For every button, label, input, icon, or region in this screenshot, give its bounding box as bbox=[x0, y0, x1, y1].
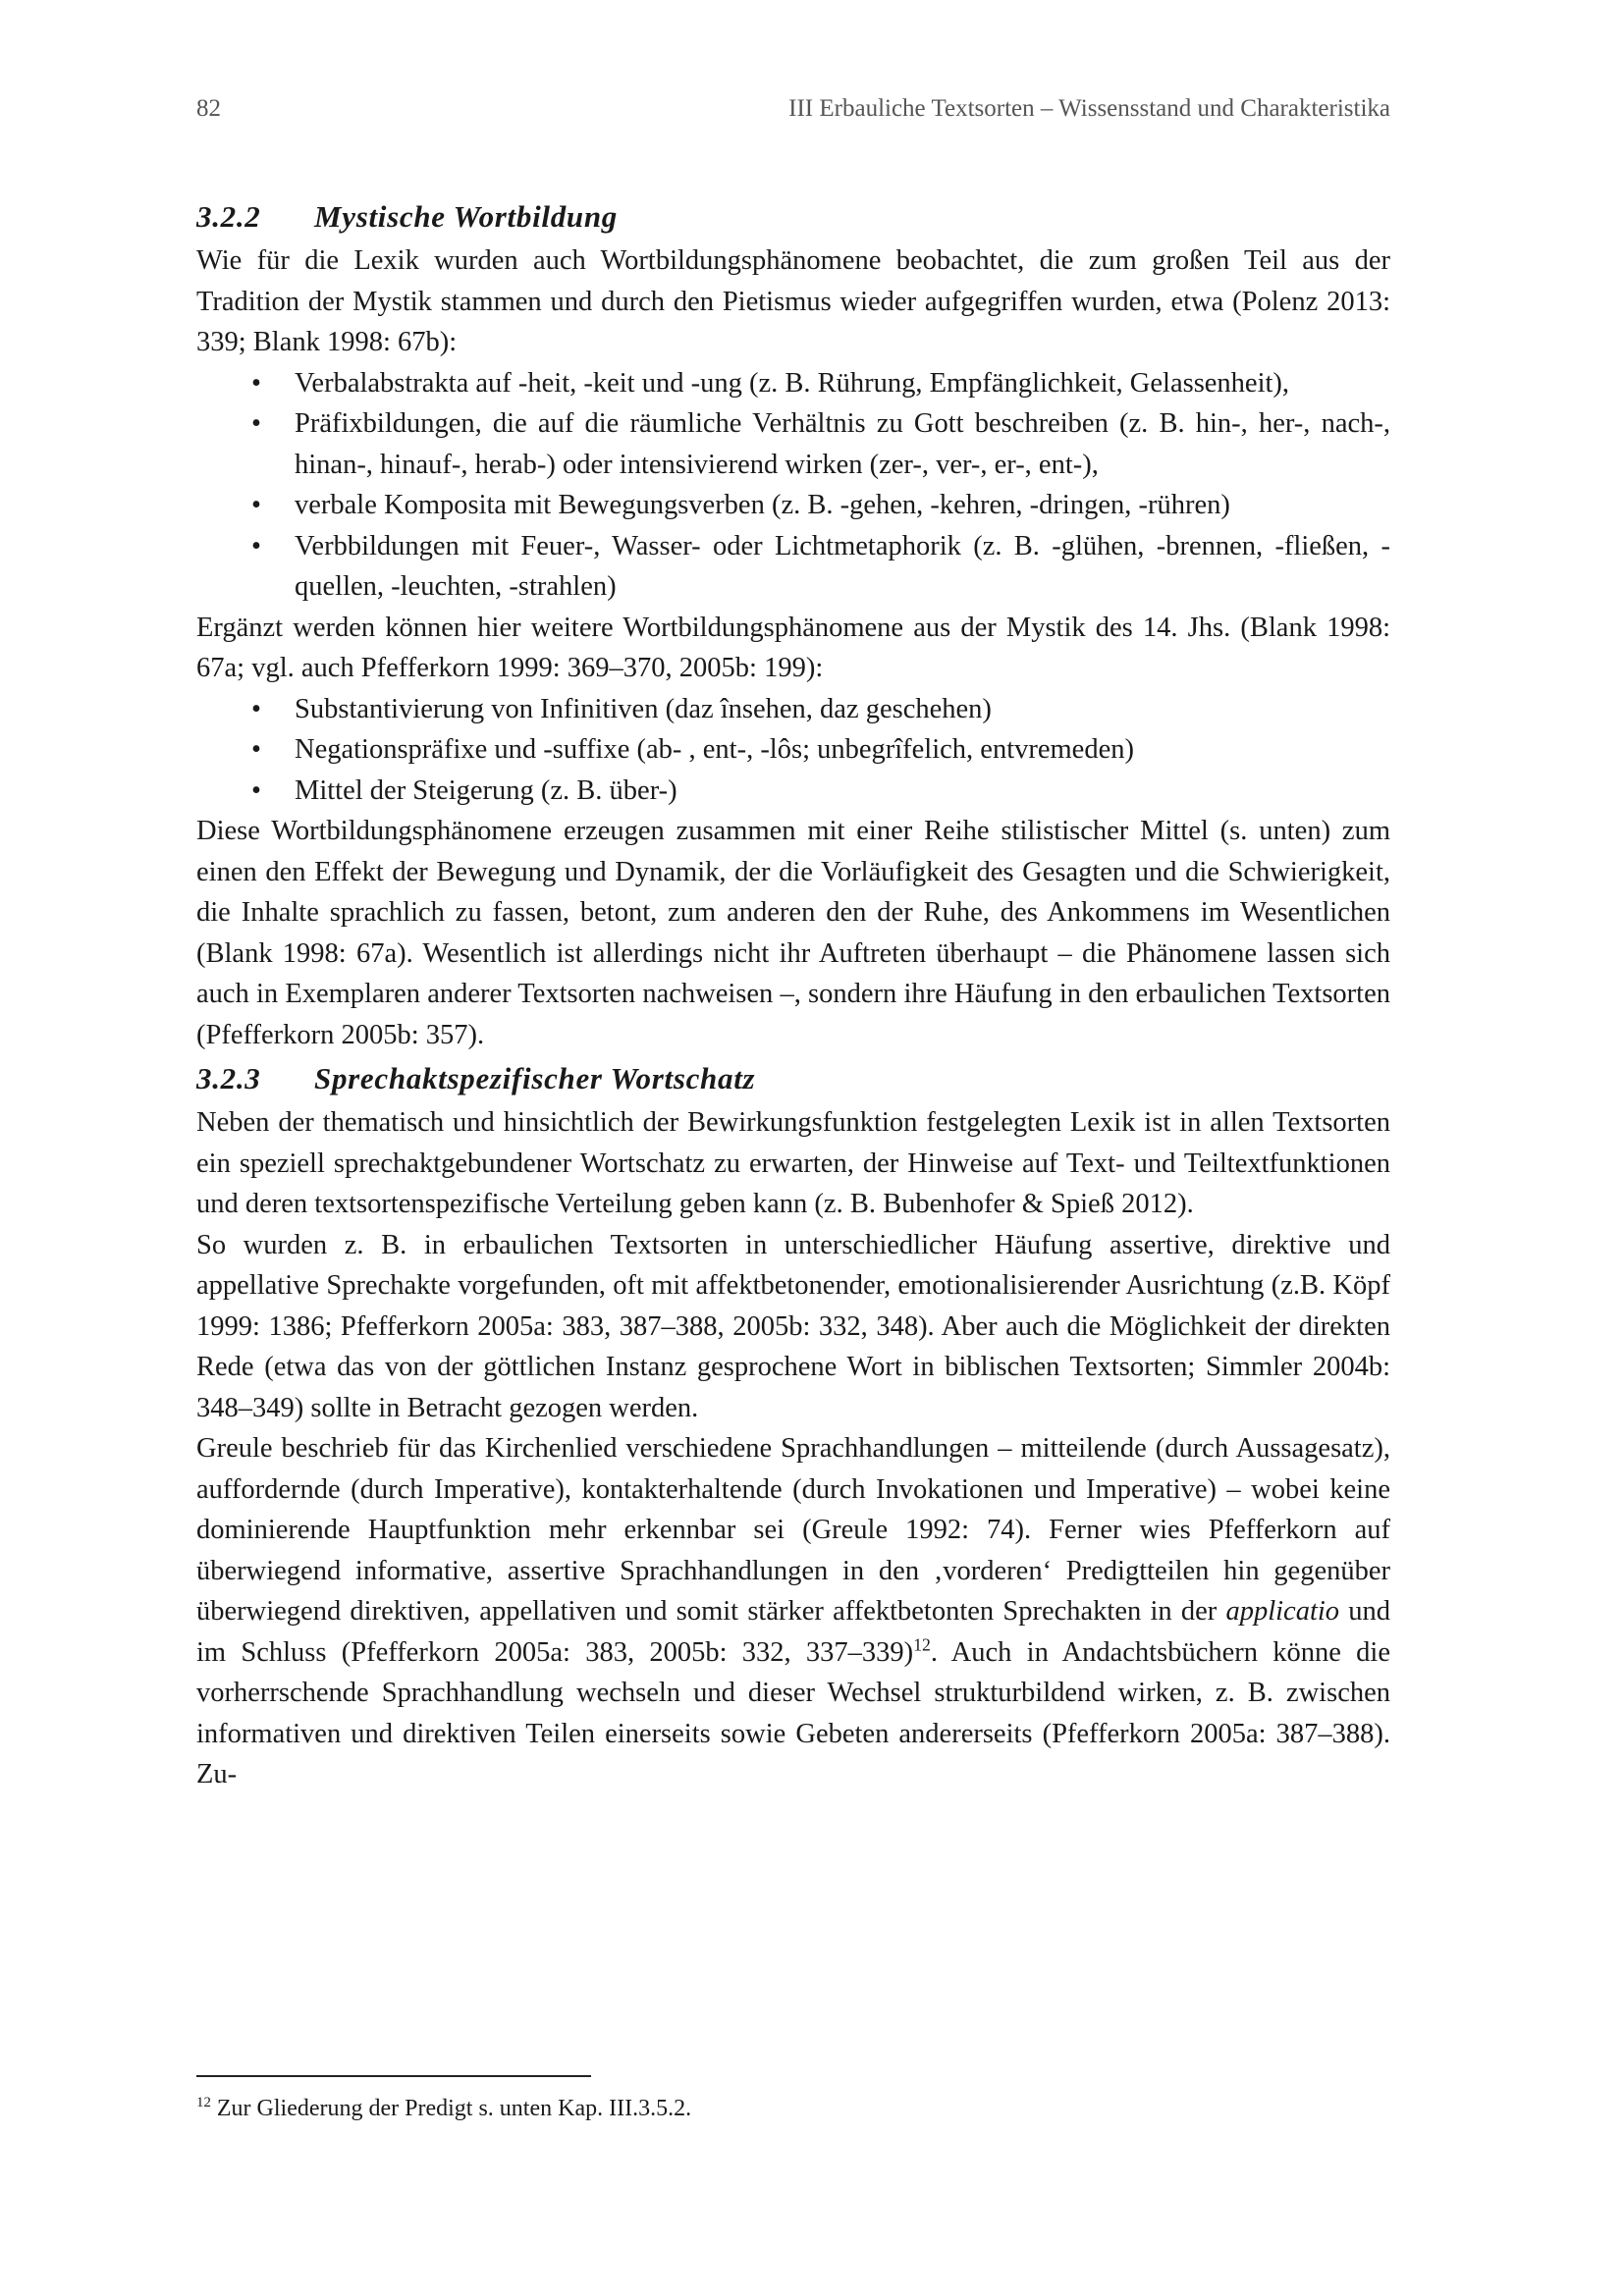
footnote-separator bbox=[196, 2075, 591, 2077]
running-header bbox=[196, 95, 1390, 134]
list-item bbox=[196, 403, 1390, 485]
paragraph: So wurden z. B. in erbaulichen Textsorten in unterschiedlicher Häufung assertive, direktive und appellative Sprechakte vorgefunden, oft mit affektbetonender, emotionalisierender Ausrichtung (z.B. Köpf 1999: 1386; Pfefferkorn 2005a: 383, 387–388, 2005b: 332, 348). Aber auch die Möglichkeit der direkten Rede (etwa das von der göttlichen Instanz gesprochene Wort in biblischen Textsorten; Simmler 2004b: 348–349) sollte in Betracht gezogen werden. bbox=[196, 1229, 1390, 1423]
section-heading-3-2-3 bbox=[196, 1055, 1390, 1102]
list-item-text: Verbalabstrakta auf -heit, -keit und -ung (z. B. Rührung, Empfänglichkeit, Gelassenheit), bbox=[295, 367, 1290, 399]
list-item-text: verbale Komposita mit Bewegungsverben (z. B. -gehen, -kehren, -dringen, -rühren) bbox=[295, 490, 1230, 520]
footnote bbox=[196, 2092, 1390, 2125]
paragraph: Ergänzt werden können hier weitere Wortbildungsphänomene aus der Mystik des 14. Jhs. (Blank 1998: 67a; vgl. auch Pfefferkorn 1999: 369–370, 2005b: 199): bbox=[196, 612, 1390, 683]
bullet-icon: • bbox=[251, 490, 261, 520]
paragraph-text: . Auch in Andachtsbüchern könne die vorherrschende Sprachhandlung wechseln und dieser Wechsel strukturbildend wirken, z. B. zwischen informativen und direktiven Teilen einerseits sowie Gebeten andererseits (Pfefferkorn 2005a: 387–388). Zu- bbox=[196, 1636, 1391, 1789]
paragraph: Neben der thematisch und hinsichtlich der Bewirkungsfunktion festgelegten Lexik ist in allen Textsorten ein speziell sprechaktgebundener Wortschatz zu erwarten, der Hinweise auf Text- und Teiltextfunktionen und deren textsortenspezifische Verteilung geben kann (z. B. Bubenhofer & Spieß 2012). bbox=[196, 1107, 1390, 1219]
list-item bbox=[196, 689, 1390, 730]
list-item-text: Substantivierung von Infinitiven (daz însehen, daz geschehen) bbox=[295, 693, 992, 724]
bullet-icon: • bbox=[251, 367, 261, 399]
bullet-list bbox=[196, 363, 1390, 608]
bullet-icon: • bbox=[251, 693, 261, 724]
footnote-text: Zur Gliederung der Predigt s. unten Kap. III.3.5.2. bbox=[210, 2096, 692, 2121]
list-item-text: Verbbildungen mit Feuer-, Wasser- oder Lichtmetaphorik (z. B. -glühen, -brennen, -fließen, -quellen, -leuchten, -strahlen) bbox=[295, 530, 1390, 602]
main-text bbox=[196, 193, 1390, 1795]
bullet-icon: • bbox=[251, 408, 261, 439]
list-item-text: Negationspräfixe und -suffixe (ab- , ent-, -lôs; unbegrîfelich, entvremeden) bbox=[295, 734, 1134, 765]
paragraph: Diese Wortbildungsphänomene erzeugen zusammen mit einer Reihe stilistischer Mittel (s. unten) zum einen den Effekt der Bewegung und Dynamik, der die Vorläufigkeit des Gesagten und die Schwierigkeit, die Inhalte sprachlich zu fassen, betont, zum anderen den der Ruhe, des Ankommens im Wesentlichen (Blank 1998: 67a). Wesentlich ist allerdings nicht ihr Auftreten überhaupt – die Phänomene lassen sich auch in Exemplaren anderer Textsorten nachweisen –, sondern ihre Häufung in den erbaulichen Textsorten (Pfefferkorn 2005b: 357). bbox=[196, 816, 1390, 1050]
paragraph bbox=[196, 1428, 1390, 1795]
list-item bbox=[196, 363, 1390, 404]
section-number: 3.2.3 bbox=[196, 1061, 261, 1095]
list-item-text: Präfixbildungen, die auf die räumliche Verhältnis zu Gott beschreiben (z. B. hin-, her-, nach-, hinan-, hinauf-, herab-) oder intensivierend wirken (zer-, ver-, er-, ent-), bbox=[295, 408, 1390, 480]
section-number: 3.2.2 bbox=[196, 199, 261, 234]
paragraph: Wie für die Lexik wurden auch Wortbildungsphänomene beobachtet, die zum großen Teil aus der Tradition der Mystik stammen und durch den Pietismus wieder aufgegriffen wurden, etwa (Polenz 2013: 339; Blank 1998: 67b): bbox=[196, 245, 1390, 357]
section-title: Mystische Wortbildung bbox=[314, 199, 618, 234]
section-heading-3-2-2 bbox=[196, 193, 1390, 240]
page-number: 82 bbox=[196, 95, 221, 122]
bullet-icon: • bbox=[251, 774, 261, 806]
bullet-icon: • bbox=[251, 734, 261, 765]
list-item bbox=[196, 729, 1390, 771]
footnote-number: 12 bbox=[196, 2095, 211, 2110]
emphasis-text: applicatio bbox=[1225, 1596, 1340, 1627]
list-item bbox=[196, 526, 1390, 608]
list-item bbox=[196, 485, 1390, 526]
list-item bbox=[196, 771, 1390, 812]
running-title: III Erbauliche Textsorten – Wissensstand und Charakteristika bbox=[788, 95, 1390, 122]
bullet-list bbox=[196, 689, 1390, 812]
list-item-text: Mittel der Steigerung (z. B. über-) bbox=[295, 774, 677, 806]
bullet-icon: • bbox=[251, 530, 261, 561]
footnote-reference[interactable]: 12 bbox=[913, 1634, 931, 1654]
paragraph-text: Greule beschrieb für das Kirchenlied verschiedene Sprachhandlungen – mitteilende (durch Aussagesatz), auffordernde (durch Imperative), kontakterhaltende (durch Invokationen und Imperative) – wobei keine dominierende Hauptfunktion mehr erkennbar sei (Greule 1992: 74). Ferner wies Pfefferkorn auf überwiegend informative, assertive Sprachhandlungen in den ‚vorderen‘ Predigtteilen hin gegenüber überwiegend direktiven, appellativen und somit stärker affektbetonten Sprechakten in der bbox=[196, 1433, 1390, 1627]
paragraph-text: und im Schluss (Pfefferkorn 2005a: 383, 2005b: 332, 337–339) bbox=[196, 1596, 1390, 1668]
section-title: Sprechaktspezifischer Wortschatz bbox=[314, 1061, 756, 1095]
